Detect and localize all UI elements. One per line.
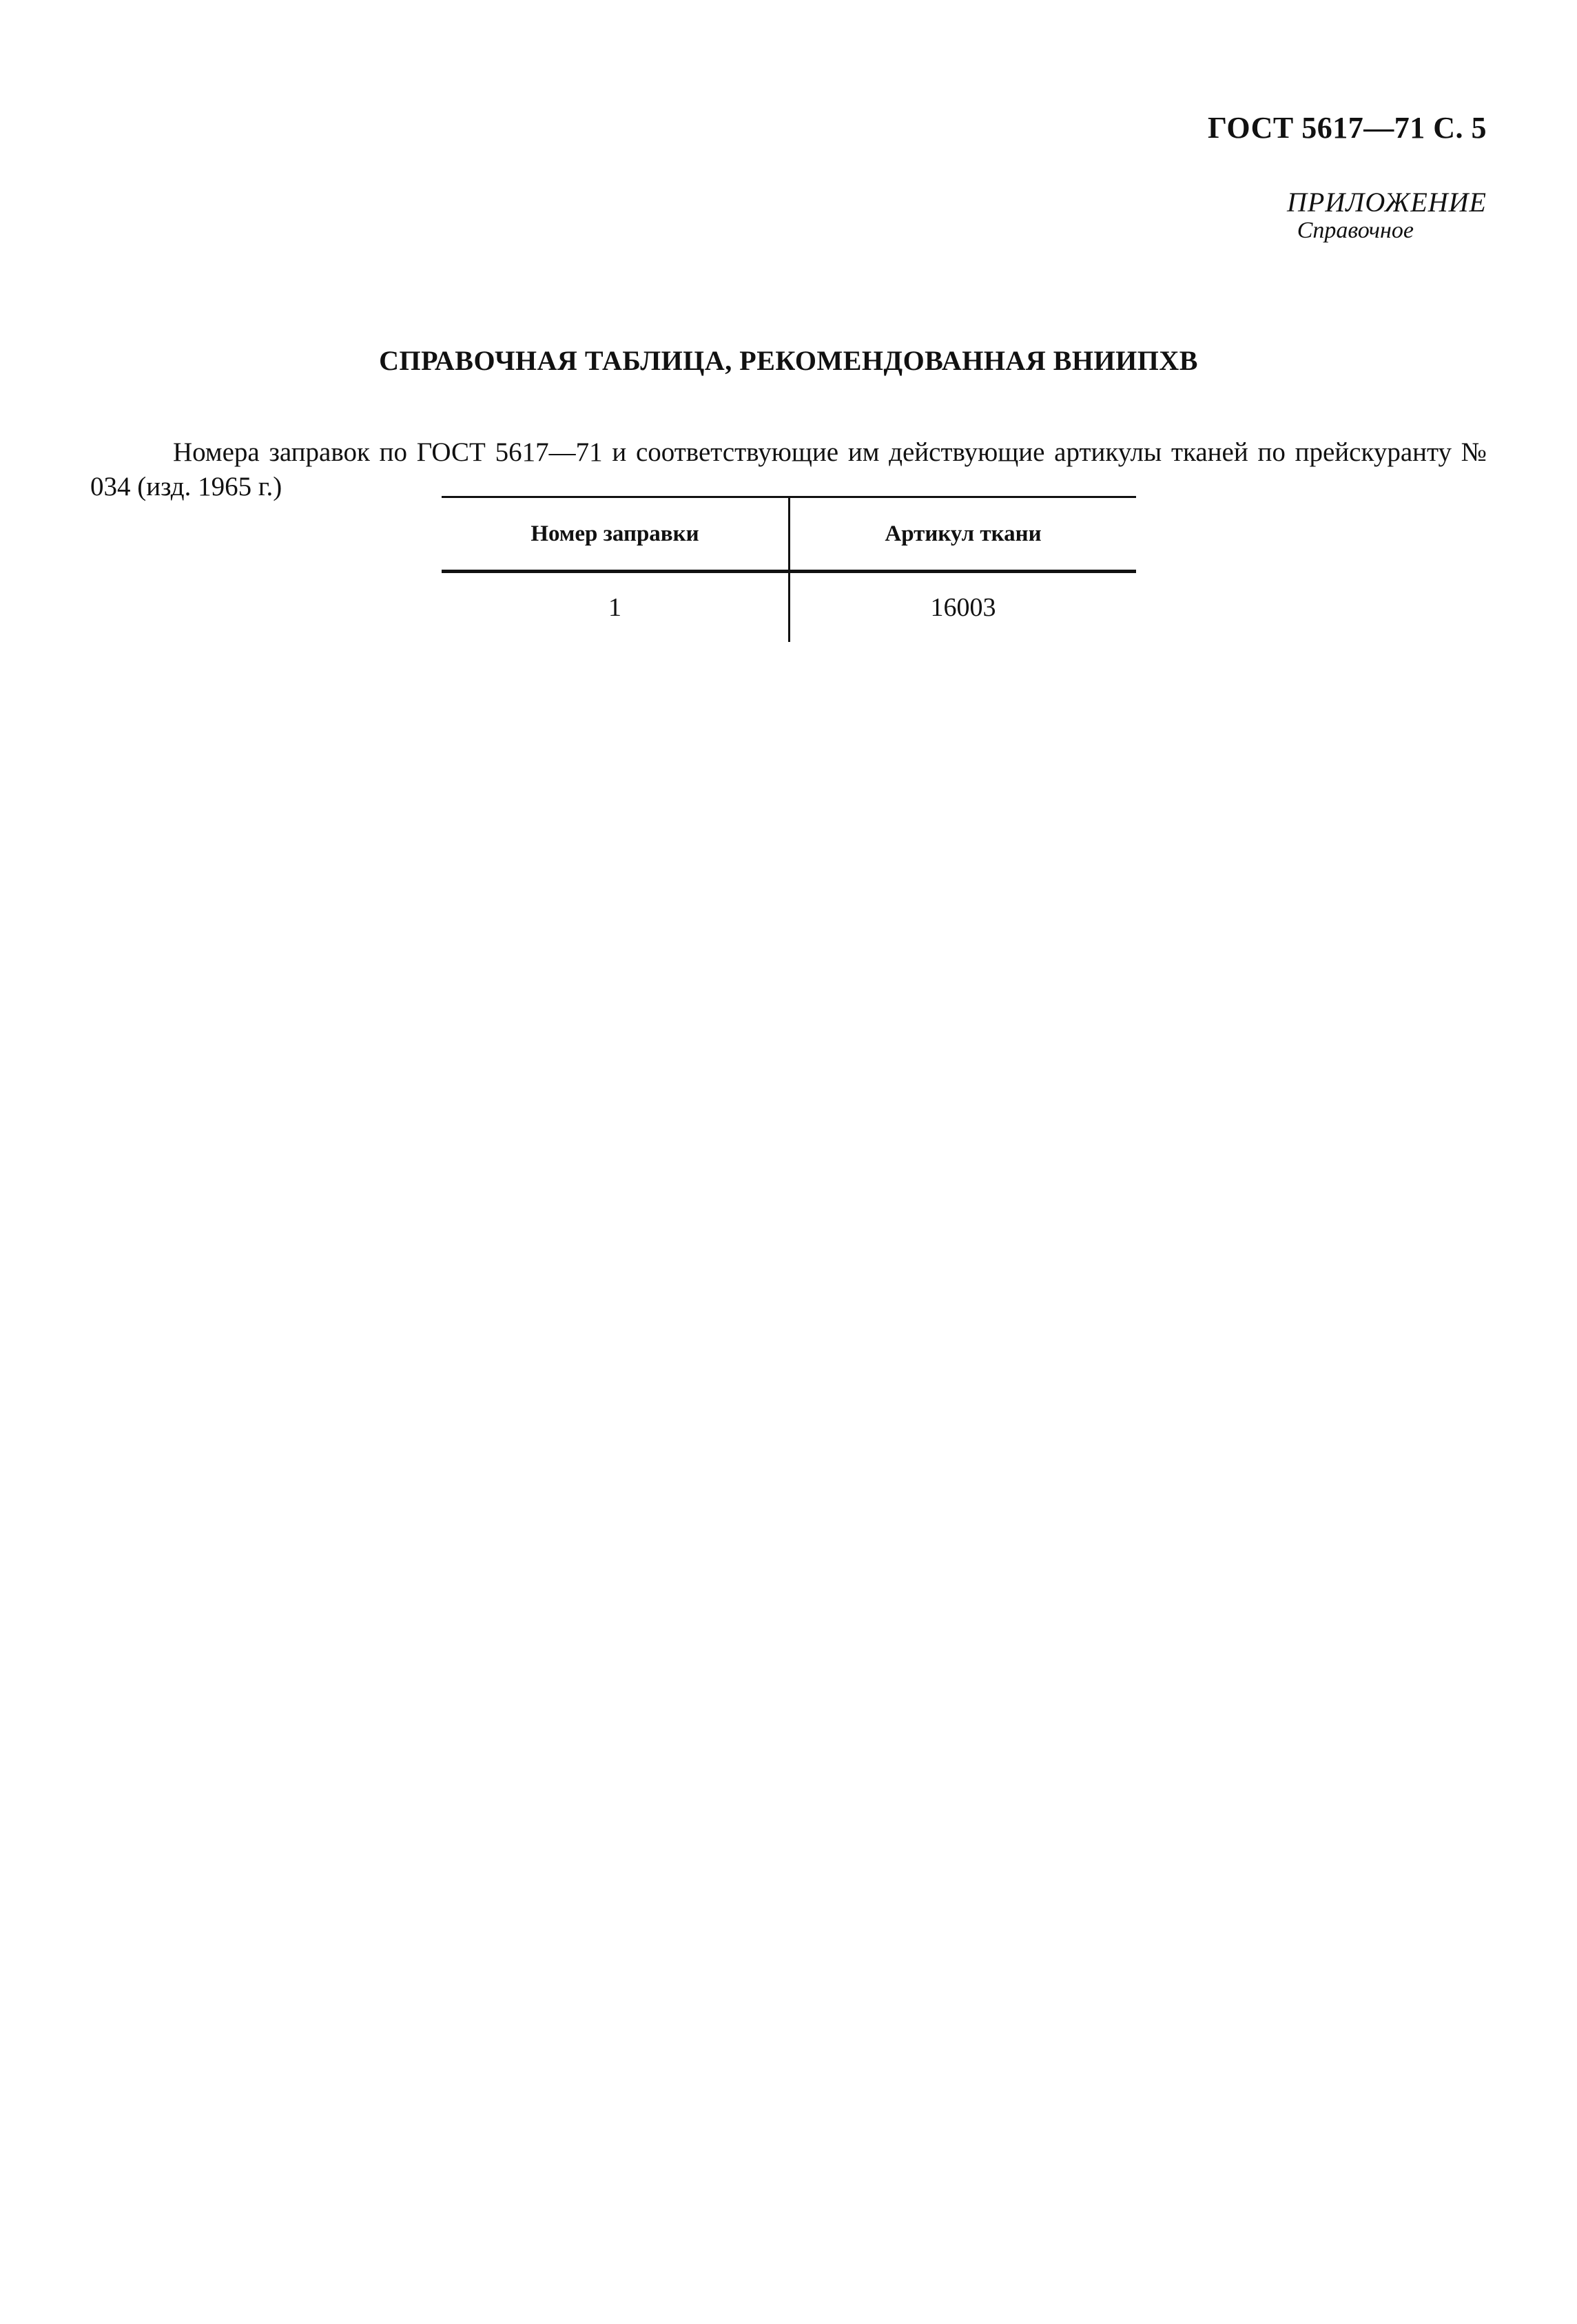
document-title: СПРАВОЧНАЯ ТАБЛИЦА, РЕКОМЕНДОВАННАЯ ВНИИПХВ <box>379 345 1198 376</box>
table-row <box>442 572 1136 643</box>
intro-paragraph: Номера заправок по ГОСТ 5617—71 и соответствующие им действующие артикулы тканей по прейскуранту № 034 (изд. 1965 г.) <box>90 437 1487 501</box>
page-header: ГОСТ 5617—71 С. 5 <box>1207 111 1487 145</box>
annex-label <box>1287 187 1487 243</box>
annex-type: Справочное <box>1297 218 1414 243</box>
annex-title: ПРИЛОЖЕНИЕ <box>1287 187 1487 218</box>
column-header-fabric-article: Артикул ткани <box>790 497 1137 572</box>
table-cell-fabric-article: 16003 <box>930 593 996 622</box>
column-header-charge-number: Номер заправки <box>442 497 790 572</box>
reference-table <box>442 496 1136 642</box>
table-header-row <box>442 497 1136 572</box>
table-cell-charge-number: 1 <box>442 572 790 643</box>
